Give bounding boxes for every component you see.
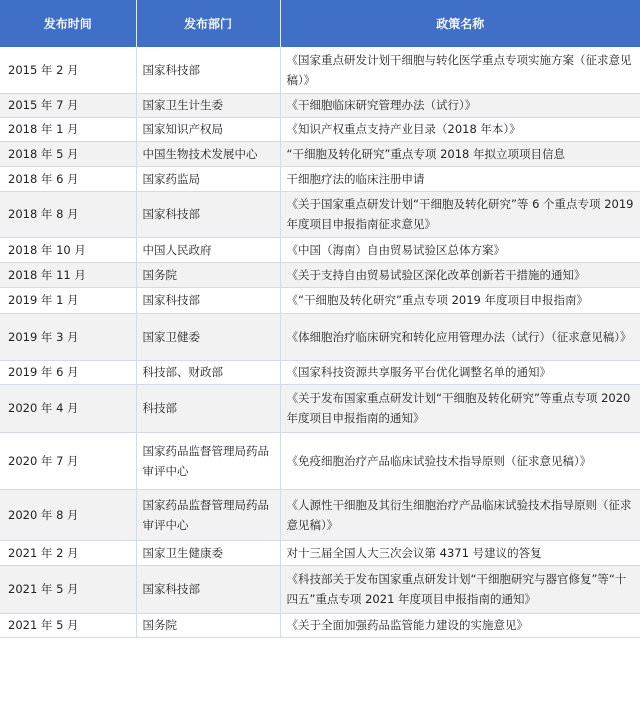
table-row bbox=[0, 237, 640, 262]
table-row bbox=[0, 540, 640, 565]
cell-dept: 科技部、财政部 bbox=[136, 360, 280, 384]
table-row bbox=[0, 384, 640, 432]
cell-date: 2018 年 11 月 bbox=[0, 262, 136, 287]
cell-dept: 国家科技部 bbox=[136, 47, 280, 93]
table-row bbox=[0, 93, 640, 117]
cell-date: 2020 年 7 月 bbox=[0, 432, 136, 489]
cell-policy: 《国家重点研发计划干细胞与转化医学重点专项实施方案（征求意见稿）》 bbox=[280, 47, 640, 93]
header-row bbox=[0, 0, 640, 47]
cell-dept: 国家科技部 bbox=[136, 565, 280, 613]
cell-date: 2019 年 6 月 bbox=[0, 360, 136, 384]
table-row bbox=[0, 360, 640, 384]
cell-policy: 《国家科技资源共享服务平台优化调整名单的通知》 bbox=[280, 360, 640, 384]
table-row bbox=[0, 47, 640, 93]
cell-policy: 《关于全面加强药品监管能力建设的实施意见》 bbox=[280, 613, 640, 637]
cell-dept: 国家科技部 bbox=[136, 287, 280, 313]
table-row bbox=[0, 432, 640, 489]
cell-date: 2015 年 7 月 bbox=[0, 93, 136, 117]
cell-date: 2018 年 1 月 bbox=[0, 117, 136, 141]
cell-date: 2021 年 5 月 bbox=[0, 613, 136, 637]
cell-date: 2018 年 8 月 bbox=[0, 191, 136, 237]
cell-policy: 《科技部关于发布国家重点研发计划“干细胞研究与器官修复”等“十四五”重点专项 2021 年度项目申报指南的通知》 bbox=[280, 565, 640, 613]
cell-policy: 《知识产权重点支持产业目录（2018 年本）》 bbox=[280, 117, 640, 141]
cell-dept: 国家药品监督管理局药品审评中心 bbox=[136, 489, 280, 540]
cell-date: 2020 年 8 月 bbox=[0, 489, 136, 540]
cell-date: 2015 年 2 月 bbox=[0, 47, 136, 93]
cell-policy: 《关于支持自由贸易试验区深化改革创新若干措施的通知》 bbox=[280, 262, 640, 287]
table-body bbox=[0, 47, 640, 637]
cell-date: 2019 年 3 月 bbox=[0, 313, 136, 360]
table-row bbox=[0, 117, 640, 141]
cell-date: 2019 年 1 月 bbox=[0, 287, 136, 313]
cell-dept: 国家科技部 bbox=[136, 191, 280, 237]
cell-dept: 国务院 bbox=[136, 262, 280, 287]
cell-dept: 中国人民政府 bbox=[136, 237, 280, 262]
cell-policy: 《中国（海南）自由贸易试验区总体方案》 bbox=[280, 237, 640, 262]
cell-dept: 国家药监局 bbox=[136, 166, 280, 191]
cell-dept: 国家卫生健康委 bbox=[136, 540, 280, 565]
table-row bbox=[0, 287, 640, 313]
table-row bbox=[0, 565, 640, 613]
cell-date: 2021 年 2 月 bbox=[0, 540, 136, 565]
cell-dept: 中国生物技术发展中心 bbox=[136, 141, 280, 166]
cell-policy: 对十三届全国人大三次会议第 4371 号建议的答复 bbox=[280, 540, 640, 565]
table-row bbox=[0, 191, 640, 237]
header-date: 发布时间 bbox=[0, 0, 136, 47]
cell-policy: 《免疫细胞治疗产品临床试验技术指导原则（征求意见稿）》 bbox=[280, 432, 640, 489]
cell-policy: 《关于国家重点研发计划“干细胞及转化研究”等 6 个重点专项 2019 年度项目申报指南征求意见》 bbox=[280, 191, 640, 237]
cell-dept: 国家卫生计生委 bbox=[136, 93, 280, 117]
cell-dept: 科技部 bbox=[136, 384, 280, 432]
header-policy: 政策名称 bbox=[280, 0, 640, 47]
cell-policy: 《关于发布国家重点研发计划“干细胞及转化研究”等重点专项 2020 年度项目申报指南的通知》 bbox=[280, 384, 640, 432]
cell-policy: 《人源性干细胞及其衍生细胞治疗产品临床试验技术指导原则（征求意见稿）》 bbox=[280, 489, 640, 540]
cell-policy: 《“干细胞及转化研究”重点专项 2019 年度项目申报指南》 bbox=[280, 287, 640, 313]
cell-policy: 《体细胞治疗临床研究和转化应用管理办法（试行）（征求意见稿）》 bbox=[280, 313, 640, 360]
cell-dept: 国家药品监督管理局药品审评中心 bbox=[136, 432, 280, 489]
cell-policy: 干细胞疗法的临床注册申请 bbox=[280, 166, 640, 191]
cell-date: 2021 年 5 月 bbox=[0, 565, 136, 613]
table-row bbox=[0, 141, 640, 166]
cell-dept: 国家卫健委 bbox=[136, 313, 280, 360]
cell-policy: “干细胞及转化研究”重点专项 2018 年拟立项项目信息 bbox=[280, 141, 640, 166]
cell-policy: 《干细胞临床研究管理办法（试行）》 bbox=[280, 93, 640, 117]
header-dept: 发布部门 bbox=[136, 0, 280, 47]
cell-date: 2020 年 4 月 bbox=[0, 384, 136, 432]
cell-date: 2018 年 6 月 bbox=[0, 166, 136, 191]
table-row bbox=[0, 313, 640, 360]
cell-date: 2018 年 5 月 bbox=[0, 141, 136, 166]
table-row bbox=[0, 613, 640, 637]
table-row bbox=[0, 262, 640, 287]
table-row bbox=[0, 166, 640, 191]
cell-date: 2018 年 10 月 bbox=[0, 237, 136, 262]
cell-dept: 国务院 bbox=[136, 613, 280, 637]
table-row bbox=[0, 489, 640, 540]
cell-dept: 国家知识产权局 bbox=[136, 117, 280, 141]
